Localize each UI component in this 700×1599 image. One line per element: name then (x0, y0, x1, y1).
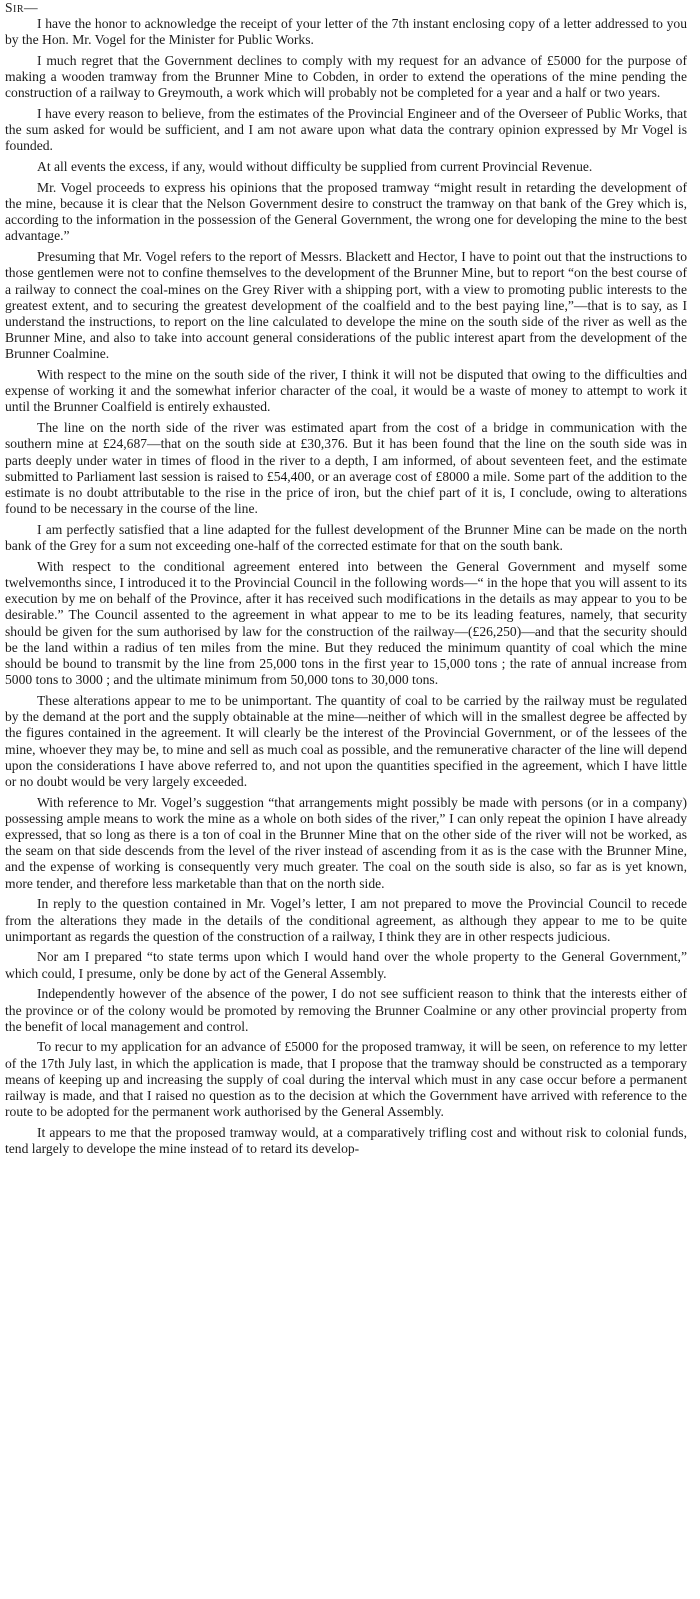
paragraph: With reference to Mr. Vogel’s suggestion “that arrangements might possibly be made with persons (or in a company) possessing ample means to work the mine as a whole on both sides of the river,” I can only repeat the opinion I have already expressed, that so long as there is a ton of coal in the Brunner Mine that on the other side of the river will not be worked, as the seam on that side descends from the level of the river instead of ascending from it as is the case with the Brunner Mine, and the expense of working is consequently very much greater. The coal on the south side is also, so far as is yet known, more tender, and therefore less marketable than that on the north side. (5, 794, 687, 891)
paragraph: Nor am I prepared “to state terms upon which I would hand over the whole property to the General Government,” which could, I presume, only be done by act of the General Assembly. (5, 949, 687, 981)
paragraph: With respect to the mine on the south side of the river, I think it will not be disputed that owing to the difficulties and expense of working it and the somewhat inferior character of the coal, it would be a waste of money to attempt to work it until the Brunner Coalfield is entirely exhausted. (5, 367, 687, 415)
salutation: Sir— (5, 0, 39, 15)
paragraph: I have every reason to believe, from the estimates of the Provincial Engineer and of the Overseer of Public Works, that the sum asked for would be sufficient, and I am not aware upon what data the contrary opinion expressed by Mr Vogel is founded. (5, 106, 687, 154)
paragraph: Independently however of the absence of the power, I do not see sufficient reason to think that the interests either of the province or of the colony would be promoted by removing the Brunner Coalmine or any other provincial property from the benefit of local management and control. (5, 986, 687, 1034)
paragraph: At all events the excess, if any, would without difficulty be supplied from current Provincial Revenue. (37, 159, 593, 175)
paragraph: In reply to the question contained in Mr. Vogel’s letter, I am not prepared to move the Provincial Council to recede from the alterations they made in the details of the conditional agreement, as although they appear to me to be quite unimportant as regards the question of the construction of a railway, I think they are in other respects judicious. (5, 896, 687, 944)
paragraph: The line on the north side of the river was estimated apart from the cost of a bridge in communication with the southern mine at £24,687—that on the south side at £30,376. But it has been found that the line on the south side was in parts deeply under water in times of flood in the river to a depth, I am informed, of about seventeen feet, and the estimate submitted to Parliament last session is raised to £54,400, or an average cost of £8000 a mile. Some part of the addition to the estimate is no doubt attributable to the rise in the price of iron, but the chief part of it is, I conclude, owing to alterations found to be necessary in the course of the line. (5, 420, 687, 517)
paragraph: Presuming that Mr. Vogel refers to the report of Messrs. Blackett and Hector, I have to point out that the instructions to those gentlemen were not to confine themselves to the development of the Brunner Mine, but to report “on the best course of a railway to connect the coal-mines on the Grey River with a shipping port, with a view to promoting public interests to the greatest extent, and to securing the greatest development of the coalfield and to the best paying line,”—that is to say, as I understand the instructions, to report on the line calculated to develope the mine on the south side of the river as well as the Brunner Mine, and also to take into account general considerations of the public interest apart from the development of the Brunner Coalmine. (5, 249, 687, 362)
paragraph: I much regret that the Government declines to comply with my request for an advance of £5000 for the purpose of making a wooden tramway from the Brunner Mine to Cobden, in order to extend the operations of the mine pending the construction of a railway to Greymouth, a work which will probably not be completed for a year and a half or two years. (5, 52, 687, 101)
paragraph: Mr. Vogel proceeds to express his opinions that the proposed tramway “might result in retarding the development of the mine, because it is clear that the Nelson Government desire to construct the tramway on that bank of the Grey which is, according to the information in the possession of the General Government, the wrong one for developing the mine to the best advantage.” (5, 179, 687, 244)
paragraph: I am perfectly satisfied that a line adapted for the fullest development of the Brunner Mine can be made on the north bank of the Grey for a sum not exceeding one-half of the corrected estimate for that on the south bank. (5, 521, 687, 554)
paragraph: I have the honor to acknowledge the receipt of your letter of the 7th instant enclosing copy of a letter addressed to you by the Hon. Mr. Vogel for the Minister for Public Works. (5, 16, 687, 48)
paragraph: It appears to me that the proposed tramway would, at a comparatively trifling cost and without risk to colonial funds, tend largely to develope the mine instead of to retard its develop- (5, 1125, 687, 1157)
paragraph: With respect to the conditional agreement entered into between the General Government and myself some twelvemonths since, I introduced it to the Provincial Council in the following words—“ in the hope that you will assent to its execution by me on behalf of the Province, after it has received such modifications in the details as may appear to you to be desirable.” The Council assented to the agreement in what appear to me to be its leading features, namely, that security should be given for the sum authorised by law for the construction of the railway—(£26,250)—and that the security should be the land within a radius of ten miles from the mine. But they reduced the minimum quantity of coal which the mine should be bound to transmit by the line from 25,000 tons in the first year to 15,000 tons ; the rate of annual increase from 5000 tons to 3000 ; and the ultimate minimum from 50,000 tons to 30,000 tons. (5, 558, 687, 688)
paragraph: To recur to my application for an advance of £5000 for the proposed tramway, it will be seen, on reference to my letter of the 17th July last, in which the application is made, that I propose that the tramway should be constructed as a temporary means of keeping up and increasing the supply of coal during the interval which must in any case occur before a permanent railway is made, and that I raised no question as to the decision at which the Government have arrived with reference to the route to be adopted for the permanent work authorised by the General Assembly. (5, 1039, 687, 1120)
paragraph: These alterations appear to me to be unimportant. The quantity of coal to be carried by the railway must be regulated by the demand at the port and the supply obtainable at the mine—neither of which will in the smallest degree be affected by the figures contained in the agreement. It will clearly be the interest of the Provincial Government, or of the lessees of the mine, whoever they may be, to mine and sell as much coal as possible, and the remunerative character of the line will depend upon the considerations I have above referred to, and not upon the quantities specified in the agreement, which I have little or no doubt would be very largely exceeded. (5, 692, 687, 789)
